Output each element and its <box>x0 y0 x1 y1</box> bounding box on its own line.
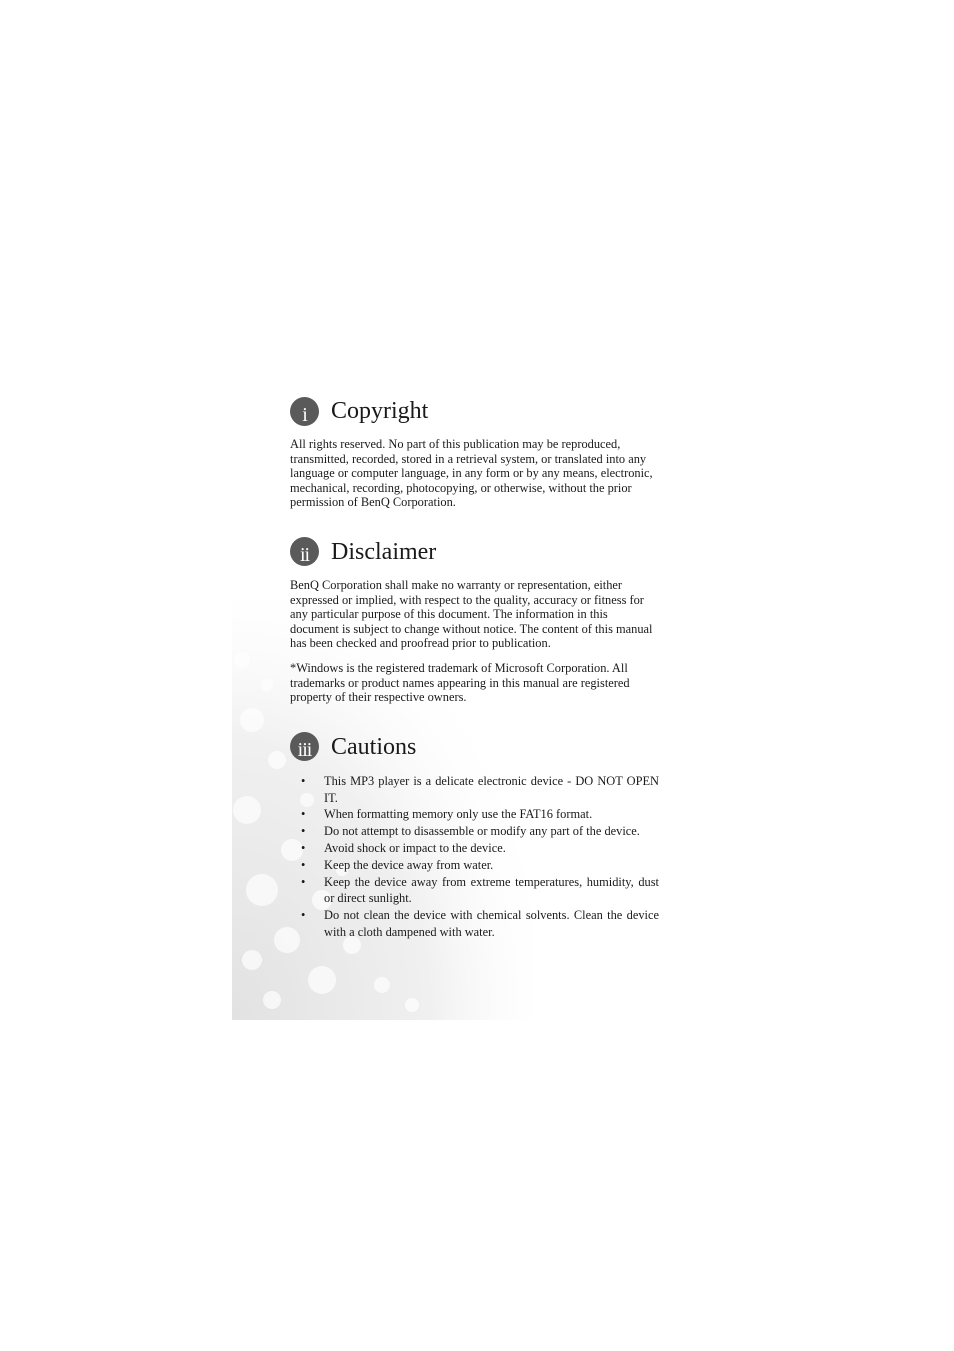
roman-numeral-three-icon: iii <box>290 732 319 761</box>
caution-text: This MP3 player is a delicate electronic device - DO NOT OPEN IT. <box>324 773 659 805</box>
list-item <box>290 874 659 908</box>
bullet-icon: • <box>301 874 306 889</box>
caution-text: Keep the device away from extreme temperatures, humidity, dust or direct sunlight. <box>324 874 659 906</box>
list-item <box>290 823 659 840</box>
caution-text: Keep the device away from water. <box>324 857 494 872</box>
caution-text: Avoid shock or impact to the device. <box>324 840 506 855</box>
bullet-icon: • <box>301 908 306 923</box>
cautions-list <box>290 773 659 941</box>
list-item <box>290 806 659 823</box>
cautions-title: Cautions <box>331 733 417 760</box>
page-content <box>290 393 659 941</box>
caution-text: Do not clean the device with chemical solvents. Clean the device with a cloth dampened with water. <box>324 908 659 939</box>
bullet-icon: • <box>301 773 306 788</box>
disclaimer-heading <box>290 534 659 570</box>
list-item <box>290 773 659 807</box>
list-item <box>290 840 659 857</box>
disclaimer-title: Disclaimer <box>331 538 437 565</box>
roman-numeral-one-icon: i <box>290 397 319 426</box>
bullet-icon: • <box>301 840 306 855</box>
caution-text: Do not attempt to disassemble or modify any part of the device. <box>324 824 640 839</box>
bullet-icon: • <box>301 807 306 822</box>
caution-text: When formatting memory only use the FAT16 format. <box>324 807 593 822</box>
trademark-notice: *Windows is the registered trademark of Microsoft Corporation. All trademarks or product names appearing in this manual are registered property of their respective owners. <box>290 660 630 705</box>
list-item <box>290 857 659 874</box>
copyright-body: All rights reserved. No part of this publication may be reproduced, transmitted, recorded, stored in a retrieval system, or translated into any language or computer language, in any form or by any means, electronic, mechanical, recording, photocopying, or otherwise, without the prior permission of BenQ Corporation. <box>290 437 653 510</box>
cautions-heading <box>290 729 659 765</box>
roman-numeral-two-icon: ii <box>290 537 319 566</box>
copyright-title: Copyright <box>331 398 429 424</box>
bullet-icon: • <box>301 824 306 839</box>
copyright-heading <box>290 393 659 429</box>
disclaimer-body: BenQ Corporation shall make no warranty or representation, either expressed or implied, with respect to the quality, accuracy or fitness for any particular purpose of this document. The information in this document is subject to change without notice. The content of this manual has been checked and proofread prior to publication. <box>290 577 653 651</box>
list-item <box>290 907 659 941</box>
bullet-icon: • <box>301 857 306 872</box>
